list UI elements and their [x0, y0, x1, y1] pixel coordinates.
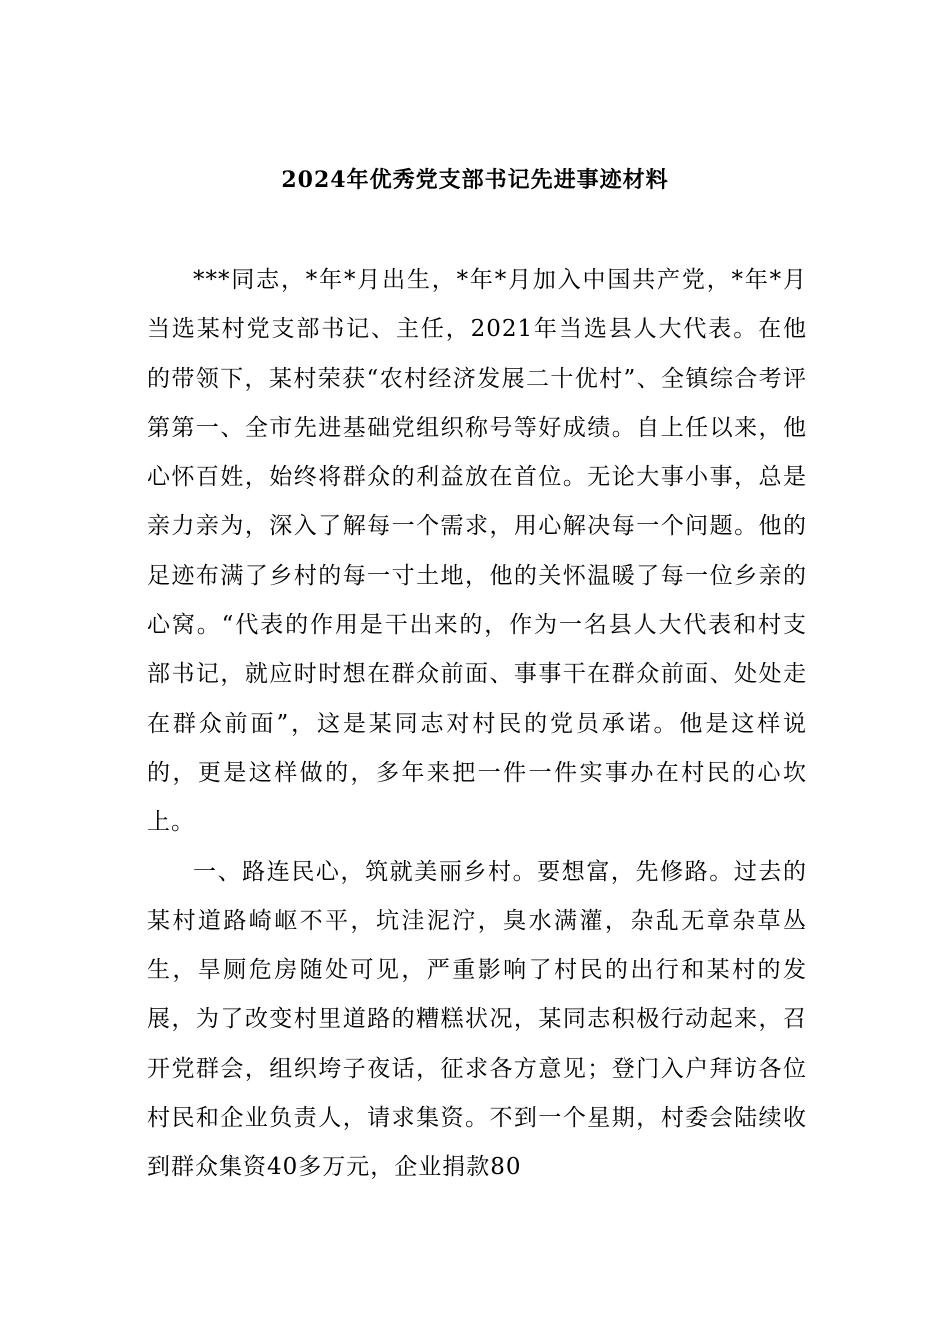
document-body — [147, 256, 807, 1193]
paragraph-intro: ***同志，*年*月出生，*年*月加入中国共产党，*年*月当选某村党支部书记、主任，2021年当选县人大代表。在他的带领下，某村荣获“农村经济发展二十优村”、全镇综合考评第第一、全市先进基础党组织称号等好成绩。自上任以来，他心怀百姓，始终将群众的利益放在首位。无论大事小事，总是亲力亲为，深入了解每一个需求，用心解决每一个问题。他的足迹布满了乡村的每一寸土地，他的关怀温暖了每一位乡亲的心窝。“代表的作用是干出来的，作为一名县人大代表和村支部书记，就应时时想在群众前面、事事干在群众前面、处处走在群众前面”，这是某同志对村民的党员承诺。他是这样说的，更是这样做的，多年来把一件一件实事办在村民的心坎上。 — [147, 267, 807, 836]
paragraph-section-1: 一、路连民心，筑就美丽乡村。要想富，先修路。过去的某村道路崎岖不平，坑洼泥泞，臭水满灌，杂乱无章杂草丛生，旱厕危房随处可见，严重影响了村民的出行和某村的发展，为了改变村里道路的糟糕状况，某同志积极行动起来，召开党群会，组织垮子夜话，征求各方意见；登门入户拜访各位村民和企业负责人，请求集资。不到一个星期，村委会陆续收到群众集资40多万元，企业捐款80 — [147, 858, 807, 1181]
document-title: 2024年优秀党支部书记先进事迹材料 — [281, 167, 669, 193]
